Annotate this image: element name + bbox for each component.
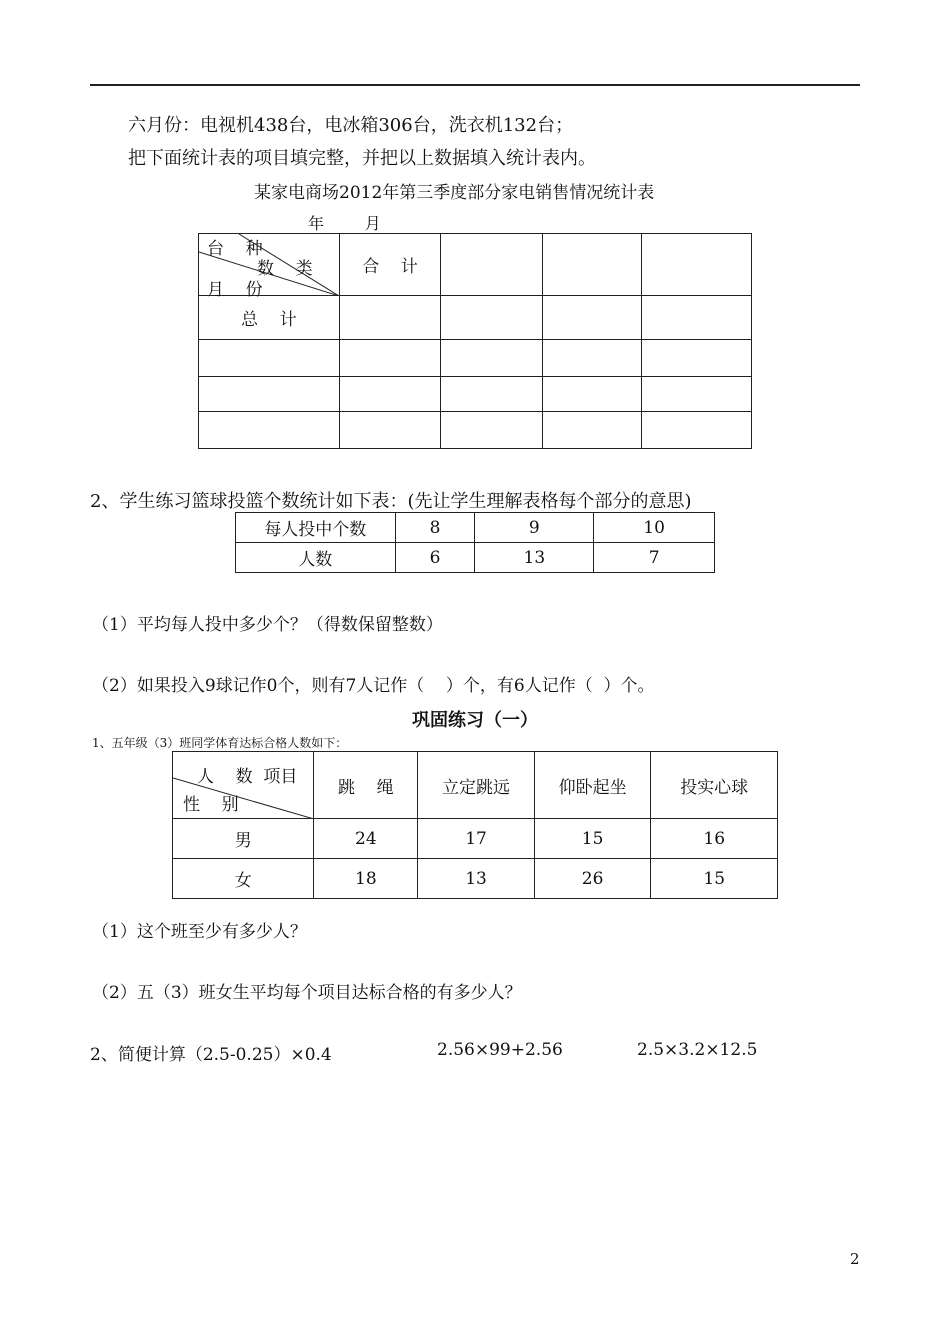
table1-diagonal-header <box>199 234 340 300</box>
table-cell <box>339 296 441 340</box>
column-header: 投实心球 <box>651 752 778 819</box>
column-header: 仰卧起坐 <box>534 752 651 819</box>
table-cell: 26 <box>534 859 651 899</box>
row-label: 女 <box>173 859 314 899</box>
june-sales-line: 六月份：电视机438台，电冰箱306台，洗衣机132台； <box>128 115 574 136</box>
table-cell <box>642 296 752 340</box>
table-cell: 17 <box>418 819 535 859</box>
table-cell <box>642 377 752 412</box>
sports-diagonal-header <box>173 752 314 819</box>
table-cell: 8 <box>395 513 475 543</box>
table-cell: 6 <box>395 543 475 573</box>
q3-sub1: （1）这个班至少有多少人？ <box>92 922 307 942</box>
table-cell <box>441 234 543 296</box>
section-title: 巩固练习（一） <box>412 710 538 731</box>
table-cell: 10 <box>594 513 715 543</box>
header-top-label: 人 数 项目 <box>197 767 298 787</box>
sales-stat-table <box>198 233 752 449</box>
q2-sub1: （1）平均每人投中多少个？（得数保留整数） <box>92 615 443 635</box>
table1-date-line: 年 月 <box>308 214 381 233</box>
sports-table <box>172 751 778 899</box>
table1-title: 某家电商场2012年第三季度部分家电销售情况统计表 <box>254 183 655 203</box>
basketball-table <box>235 512 715 573</box>
table-cell <box>441 377 543 412</box>
table-cell <box>199 412 340 449</box>
instruction-line: 把下面统计表的项目填完整，并把以上数据填入统计表内。 <box>128 148 596 169</box>
q4-expression-3: 2.5×3.2×12.5 <box>637 1040 758 1060</box>
table-cell <box>542 296 642 340</box>
table-cell <box>199 340 340 377</box>
header-rule <box>90 84 860 86</box>
header-bottom-label: 月 份 <box>207 280 263 300</box>
table-cell <box>441 412 543 449</box>
table-cell <box>339 377 441 412</box>
q3-sub2: （2）五（3）班女生平均每个项目达标合格的有多少人？ <box>92 983 522 1003</box>
table-cell: 9 <box>475 513 594 543</box>
table-cell: 13 <box>475 543 594 573</box>
table-cell: 18 <box>314 859 418 899</box>
q2-sub2: （2）如果投入9球记作0个，则有7人记作（ ）个，有6人记作（ ）个。 <box>92 676 655 696</box>
table-cell: 人数 <box>236 543 396 573</box>
row-label: 男 <box>173 819 314 859</box>
q2-intro: 2、学生练习篮球投篮个数统计如下表：(先让学生理解表格每个部分的意思) <box>90 491 692 512</box>
table-cell <box>441 296 543 340</box>
column-header: 立定跳远 <box>418 752 535 819</box>
table-cell: 24 <box>314 819 418 859</box>
table-cell <box>642 340 752 377</box>
table-cell: 7 <box>594 543 715 573</box>
table-cell <box>199 377 340 412</box>
table-row <box>173 859 778 899</box>
header-bottom-label: 性 别 <box>183 795 239 815</box>
table-cell <box>542 412 642 449</box>
table-cell: 13 <box>418 859 535 899</box>
table-row <box>173 819 778 859</box>
table-cell <box>339 340 441 377</box>
total-row-header: 总 计 <box>199 296 340 340</box>
header-top-label: 台 种 <box>207 239 263 259</box>
table-cell <box>441 340 543 377</box>
q4-label: 2、简便计算（2.5-0.25）×0.4 <box>90 1045 332 1065</box>
table-cell: 15 <box>534 819 651 859</box>
table-cell <box>642 412 752 449</box>
column-header: 跳 绳 <box>314 752 418 819</box>
table-cell <box>642 234 752 296</box>
table-cell <box>339 412 441 449</box>
q3-intro: 1、五年级（3）班同学体育达标合格人数如下： <box>92 736 348 750</box>
table-cell: 每人投中个数 <box>236 513 396 543</box>
total-column-header: 合 计 <box>339 234 441 296</box>
table-cell <box>542 234 642 296</box>
table-cell: 16 <box>651 819 778 859</box>
page-number: 2 <box>850 1250 860 1268</box>
q4-expression-2: 2.56×99+2.56 <box>437 1040 563 1060</box>
table-cell: 15 <box>651 859 778 899</box>
table-cell <box>542 377 642 412</box>
table-cell <box>542 340 642 377</box>
header-mid-label: 数 类 <box>257 259 313 279</box>
